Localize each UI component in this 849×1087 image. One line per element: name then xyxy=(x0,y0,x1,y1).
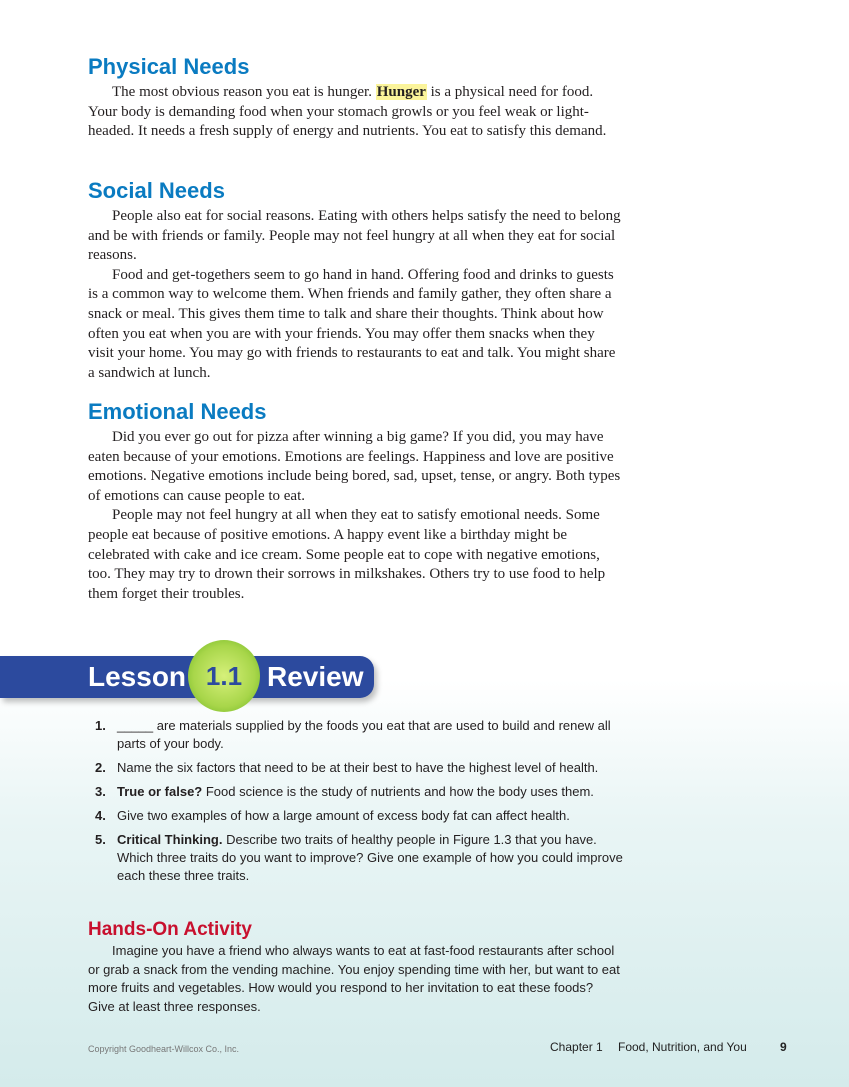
chapter-number: Chapter 1 xyxy=(550,1040,603,1054)
paragraph: Did you ever go out for pizza after winning a big game? If you did, you may have eaten because of your emotions. Emotions are feelings. Happiness and love are positive emotions. Negative emotions include being bored, sad, upset, tense, or angry. Both types of emotions can cause people to eat. xyxy=(88,429,621,504)
section-heading: Social Needs xyxy=(88,178,225,203)
activity-text: Imagine you have a friend who always wants to eat at fast-food restaurants after school or grab a snack from the vending machine. You enjoy spending time with her, but want to eat more fruits and vegetables. How would you respond to her invitation to eat these foods? Give at least three responses. xyxy=(88,943,620,1014)
question-number: 2. xyxy=(95,760,106,775)
question-item xyxy=(95,759,635,777)
section-heading: Physical Needs xyxy=(88,54,250,79)
lesson-review-banner xyxy=(0,656,374,698)
question-lead: Critical Thinking. xyxy=(117,832,223,847)
emotional-needs-section xyxy=(88,399,623,604)
text: is a physical need for food. Your body is demanding food when your stomach growls or you feel weak or light-headed. It needs a fresh supply of energy and nutrients. You eat to satisfy this demand. xyxy=(88,84,607,140)
question-text: Food science is the study of nutrients and how the body uses them. xyxy=(202,784,594,799)
paragraph: People also eat for social reasons. Eating with others helps satisfy the need to belong and be with friends or family. People may not feel hungry at all when they eat for social reasons. xyxy=(88,208,621,264)
key-term: Hunger xyxy=(376,84,426,100)
question-item xyxy=(95,831,635,885)
lesson-number: 1.1 xyxy=(205,661,243,691)
activity-heading: Hands-On Activity xyxy=(88,919,252,940)
section-heading: Emotional Needs xyxy=(88,399,267,424)
question-text: Give two examples of how a large amount of excess body fat can affect health. xyxy=(117,808,570,823)
paragraph: Food and get-togethers seem to go hand in hand. Offering food and drinks to guests is a common way to welcome them. When friends and family gather, they often share a snack or meal. This gives them time to talk and share their thoughts. Think about how often you eat when you are with your friends. You may offer them snacks when they visit your home. You may go with friends to restaurants to eat and talk. You might share a sandwich at lunch. xyxy=(88,266,616,381)
review-label: Review xyxy=(267,661,364,692)
question-number: 4. xyxy=(95,808,106,823)
question-number: 3. xyxy=(95,784,106,799)
text: The most obvious reason you eat is hunger. xyxy=(112,84,376,100)
question-number: 5. xyxy=(95,832,106,847)
question-item xyxy=(95,783,635,801)
question-item xyxy=(95,807,635,825)
social-needs-section xyxy=(88,178,623,383)
paragraph xyxy=(88,83,623,142)
page-number: 9 xyxy=(780,1040,787,1054)
chapter-title: Food, Nutrition, and You xyxy=(618,1040,747,1054)
question-text: _____ are materials supplied by the foods you eat that are used to build and renew all parts of your body. xyxy=(117,718,611,751)
question-item xyxy=(95,717,635,753)
question-lead: True or false? xyxy=(117,784,203,799)
question-text: Describe two traits of healthy people in Figure 1.3 that you have. Which three traits do you want to improve? Give one example of how you could improve each these three traits. xyxy=(117,832,623,883)
question-number: 1. xyxy=(95,718,106,733)
paragraph: People may not feel hungry at all when they eat to satisfy emotional needs. Some people eat because of positive emotions. A happy event like a birthday might be celebrated with cake and ice cream. Some people eat to cope with negative emotions, too. They may try to drown their sorrows in milkshakes. Others try to use food to help them forget their troubles. xyxy=(88,507,606,602)
copyright: Copyright Goodheart-Willcox Co., Inc. xyxy=(88,1044,240,1054)
physical-needs-section xyxy=(88,54,623,142)
lesson-label: Lesson xyxy=(88,661,187,692)
review-questions xyxy=(95,717,635,891)
hands-on-activity xyxy=(88,918,623,1016)
lime-slice-icon xyxy=(188,640,260,712)
question-text: Name the six factors that need to be at their best to have the highest level of health. xyxy=(117,760,599,775)
